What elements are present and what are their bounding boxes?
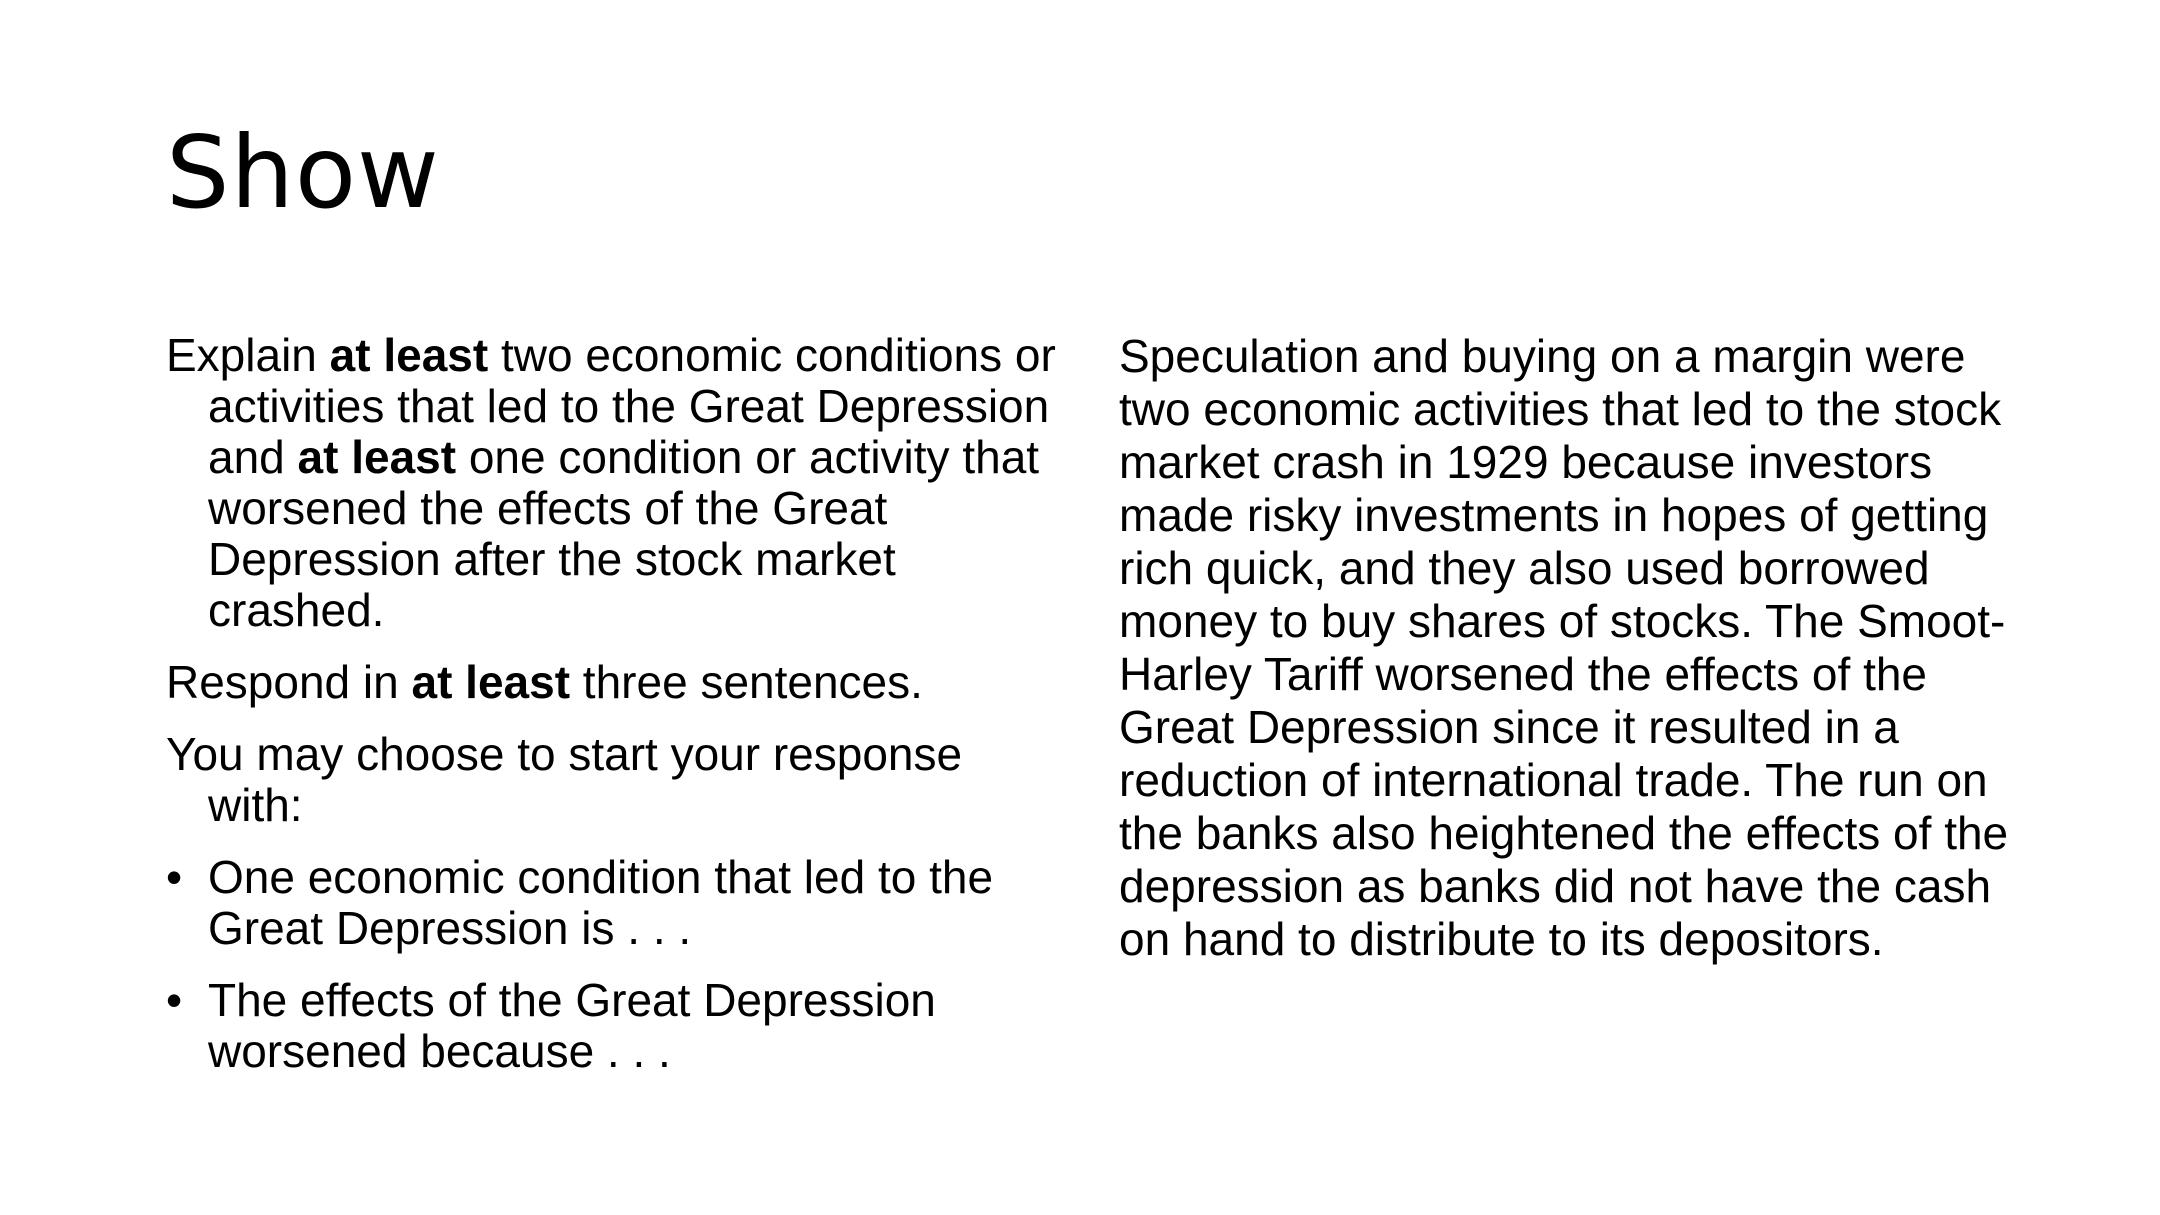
emphasis-text: at least [411, 656, 571, 708]
prompt-text: Respond in [166, 656, 412, 708]
prompt-paragraph-explain [166, 330, 1056, 636]
emphasis-text: at least [297, 431, 457, 483]
prompt-text: one condition or activity that worsened the effects of the Great Depression after the stock market crashed. [208, 431, 1040, 636]
sentence-starter-item [166, 852, 1056, 954]
prompt-paragraph-respond [166, 657, 1056, 708]
bullet-icon: • [166, 974, 183, 1026]
slide-title: Show [166, 114, 440, 231]
prompt-column [166, 330, 1056, 1098]
sentence-starter-item [166, 975, 1056, 1077]
prompt-paragraph-start: You may choose to start your response with: [166, 728, 963, 831]
sentence-starter-text: The effects of the Great Depression worsened because . . . [208, 974, 936, 1077]
answer-text: Speculation and buying on a margin were two economic activities that led to the stock market crash in 1929 because investors made risky investments in hopes of getting rich quick, and they also used borrowed money to buy shares of stocks. The Smoot-Harley Tariff worsened the effects of the Great Depression since it resulted in a reduction of international trade. The run on the banks also heightened the effects of the depression as banks did not have the cash on hand to distribute to its depositors. [1119, 330, 2009, 965]
answer-column [1119, 330, 2039, 966]
prompt-text: three sentences. [570, 656, 923, 708]
prompt-text: Explain [166, 329, 330, 381]
bullet-icon: • [166, 851, 183, 903]
sentence-starter-text: One economic condition that led to the Great Depression is . . . [208, 851, 994, 954]
emphasis-text: at least [329, 329, 489, 381]
prompt-text: two economic conditions or activities that led to the Great Depression and [208, 329, 1056, 483]
